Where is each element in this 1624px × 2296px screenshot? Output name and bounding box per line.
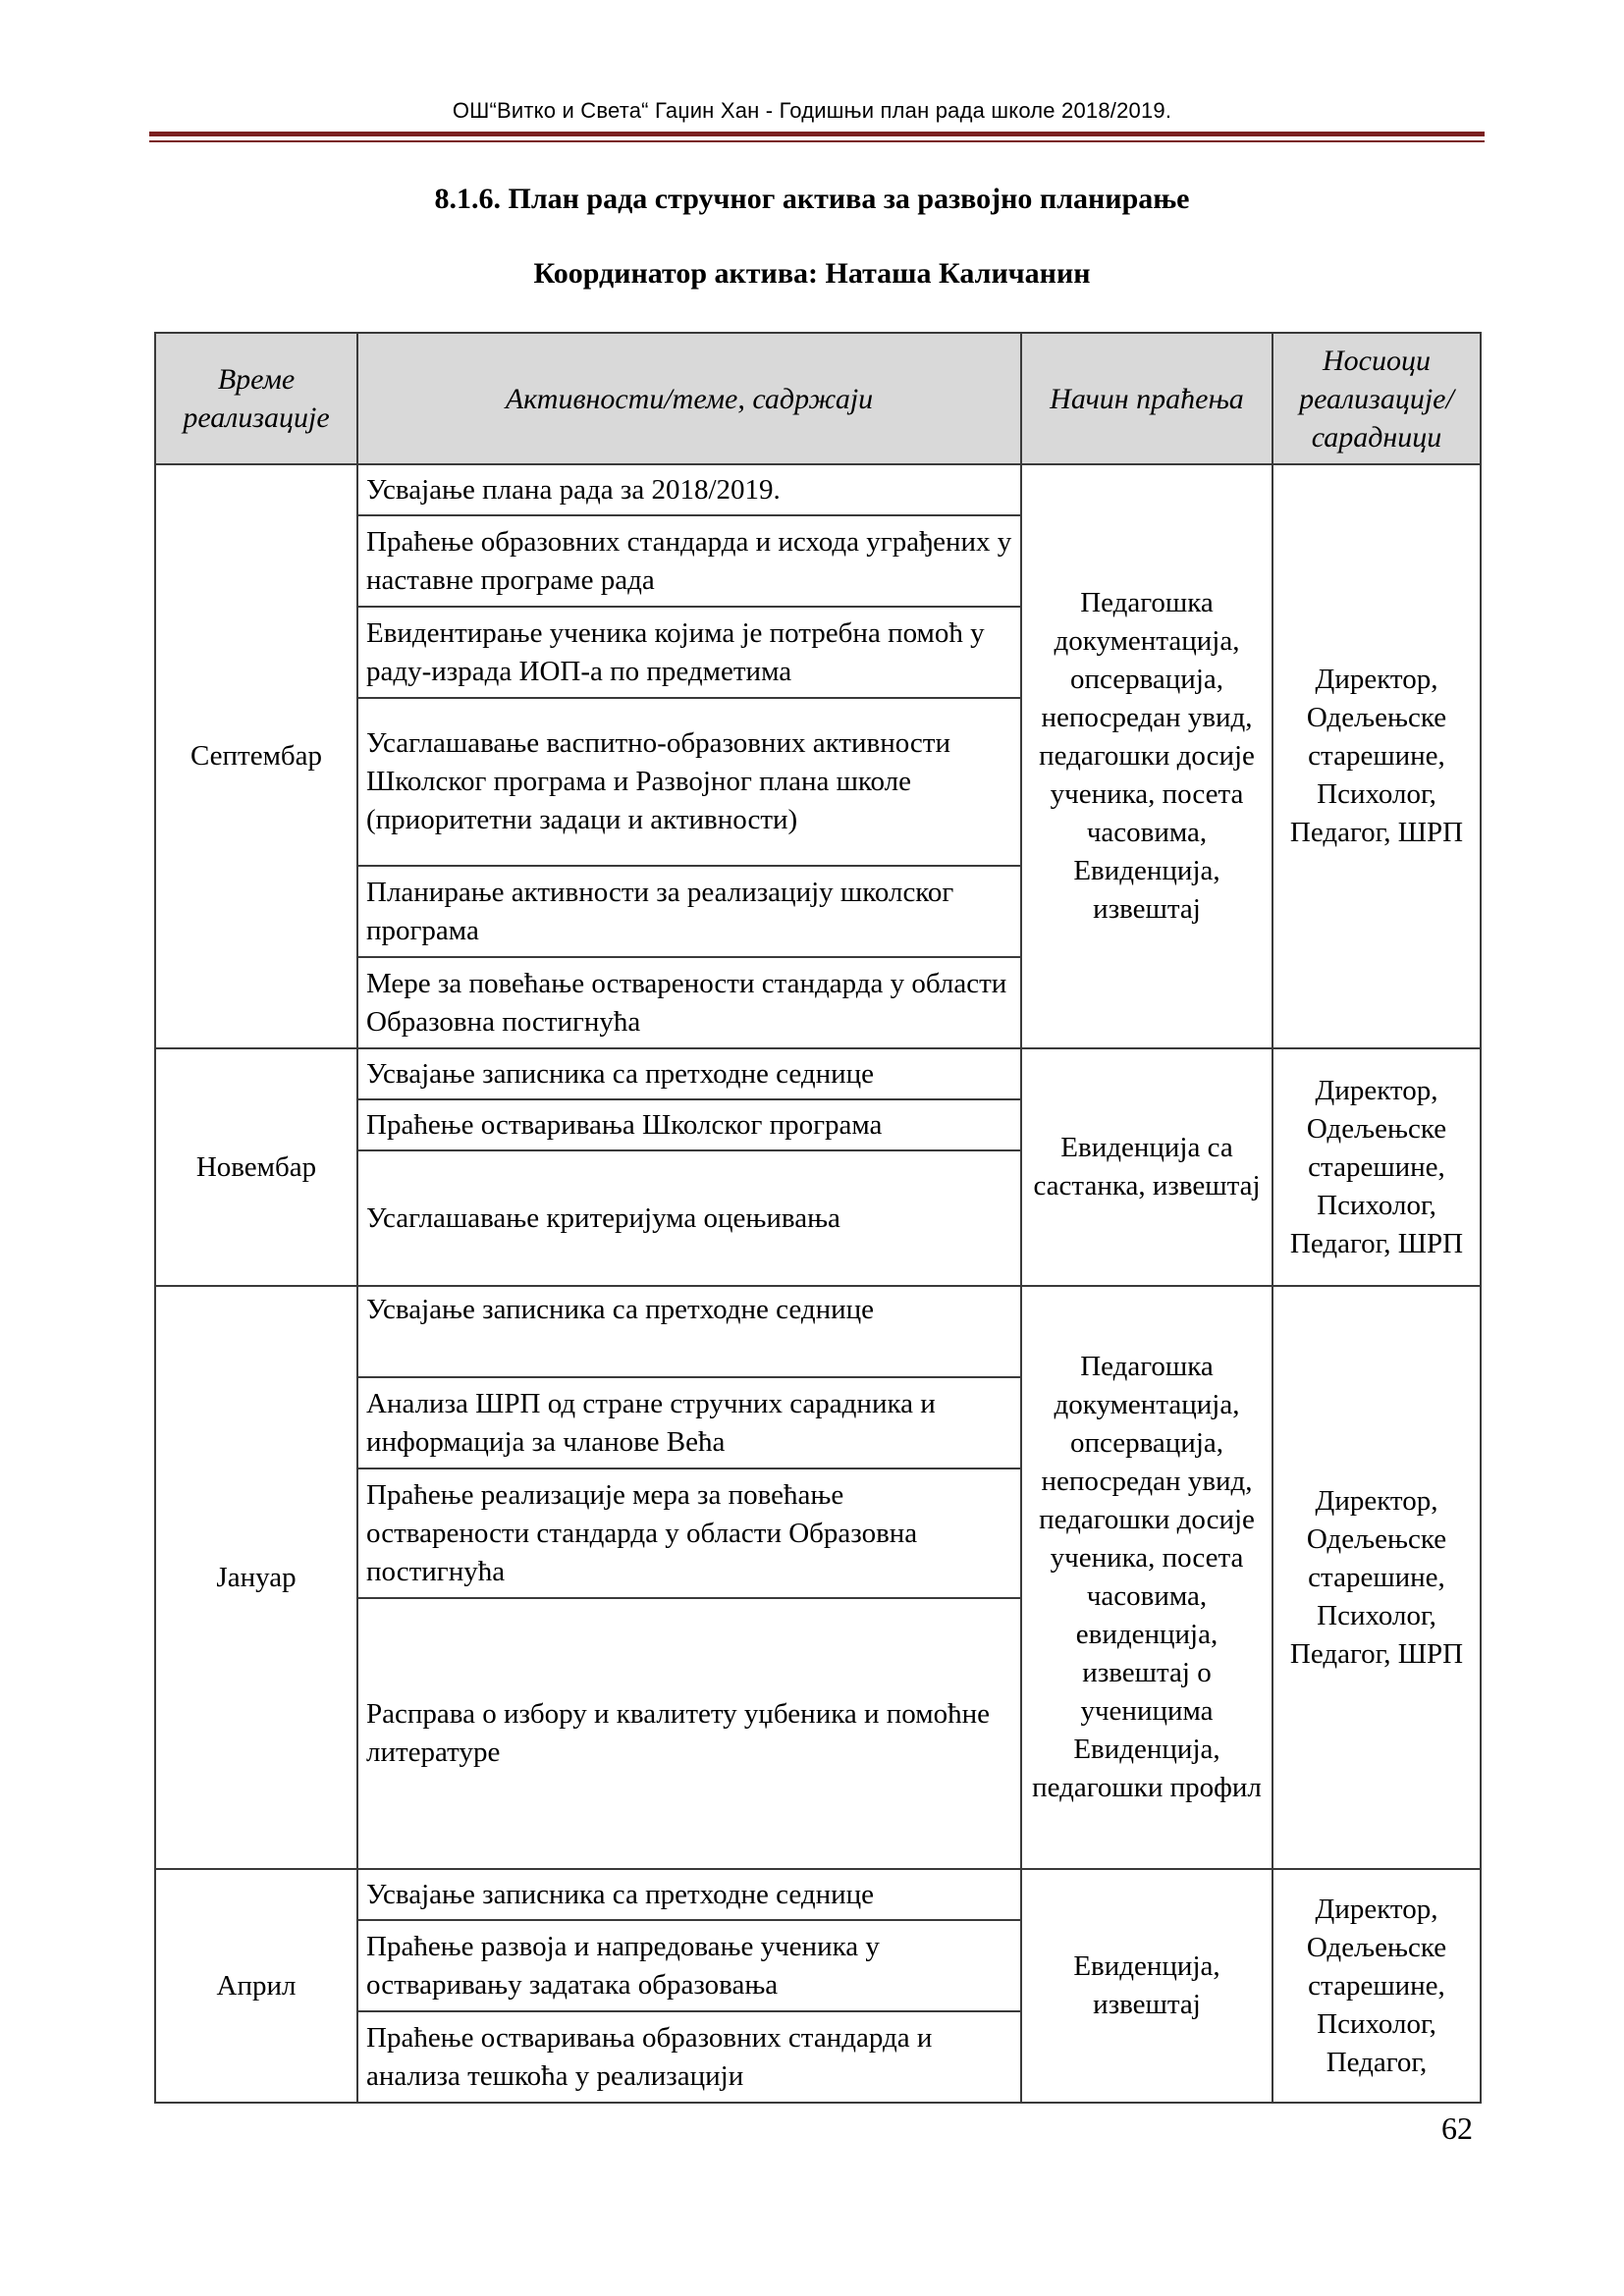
activity-cell: Усвајање плана рада за 2018/2019. (357, 464, 1021, 515)
header-carriers: Носиоци реализације/ сарадници (1272, 333, 1481, 464)
method-cell: Евиденција са састанка, извештај (1021, 1048, 1272, 1286)
header-time: Време реализације (155, 333, 357, 464)
header-rule (149, 132, 1485, 136)
activity-cell: Праћење образовних стандарда и исхода уграђених у наставне програме рада (357, 515, 1021, 607)
table-header-row (155, 333, 1481, 464)
method-cell: Евиденција, извештај (1021, 1869, 1272, 2103)
carriers-cell: Директор, Одељењске старешине, Психолог, Педагог, ШРП (1272, 1048, 1481, 1286)
table-row (155, 1286, 1481, 1377)
activity-cell: Усаглашавање критеријума оцењивања (357, 1150, 1021, 1286)
activity-cell: Мере за повећање остварености стандарда у области Образовна постигнућа (357, 957, 1021, 1048)
section-title: 8.1.6. План рада стручног актива за развојно планирање (434, 183, 1190, 215)
coordinator-line: Координатор актива: Наташа Каличанин (533, 257, 1091, 290)
table-row (155, 464, 1481, 515)
running-header: ОШ“Витко и Света“ Гаџин Хан - Годишњи план рада школе 2018/2019. (452, 98, 1172, 123)
activity-cell: Анализа ШРП од стране стручних сарадника и информација за чланове Већа (357, 1377, 1021, 1468)
activity-cell: Усвајање записника са претходне седнице (357, 1869, 1021, 1920)
carriers-cell: Директор, Одељењске старешине, Психолог, Педагог, ШРП (1272, 1286, 1481, 1869)
method-cell: Педагошка документација, опсервација, непосредан увид, педагошки досије ученика, посета часовима, евиденција, извештај о ученицима Евиденција, педагошки профил (1021, 1286, 1272, 1869)
header-activities: Активности/теме, садржаји (357, 333, 1021, 464)
month-cell: Јануар (155, 1286, 357, 1869)
activity-cell: Усвајање записника са претходне седнице (357, 1286, 1021, 1377)
work-plan-table (154, 332, 1482, 2104)
header-rule-thin (149, 140, 1485, 142)
page-number: 62 (1441, 2110, 1473, 2146)
activity-cell: Праћење остваривања Школског програма (357, 1099, 1021, 1150)
table-row (155, 1869, 1481, 1920)
activity-cell: Усаглашавање васпитно-образовних активности Школског програма и Развојног плана школе (приоритетни задаци и активности) (357, 698, 1021, 866)
activity-cell: Расправа о избору и квалитету уџбеника и помоћне литературе (357, 1598, 1021, 1869)
activity-cell: Евидентирање ученика којима је потребна помоћ у раду-израда ИОП-а по предметима (357, 607, 1021, 698)
header-method: Начин праћења (1021, 333, 1272, 464)
month-cell: Новембар (155, 1048, 357, 1286)
month-cell: Април (155, 1869, 357, 2103)
carriers-cell: Директор, Одељењске старешине, Психолог, Педагог, (1272, 1869, 1481, 2103)
month-cell: Септембар (155, 464, 357, 1048)
activity-cell: Праћење развоја и напредовање ученика у остваривању задатака образовања (357, 1920, 1021, 2011)
activity-cell: Планирање активности за реализацију школског програма (357, 866, 1021, 957)
activity-cell: Праћење реализације мера за повећање остварености стандарда у области Образовна постигнућа (357, 1468, 1021, 1598)
activity-cell: Усвајање записника са претходне седнице (357, 1048, 1021, 1099)
table-row (155, 1048, 1481, 1099)
method-cell: Педагошка документација, опсервација, непосредан увид, педагошки досије ученика, посета часовима, Евиденција, извештај (1021, 464, 1272, 1048)
carriers-cell: Директор, Одељењске старешине, Психолог, Педагог, ШРП (1272, 464, 1481, 1048)
activity-cell: Праћење остваривања образовних стандарда и анализа тешкоћа у реализацији (357, 2011, 1021, 2103)
